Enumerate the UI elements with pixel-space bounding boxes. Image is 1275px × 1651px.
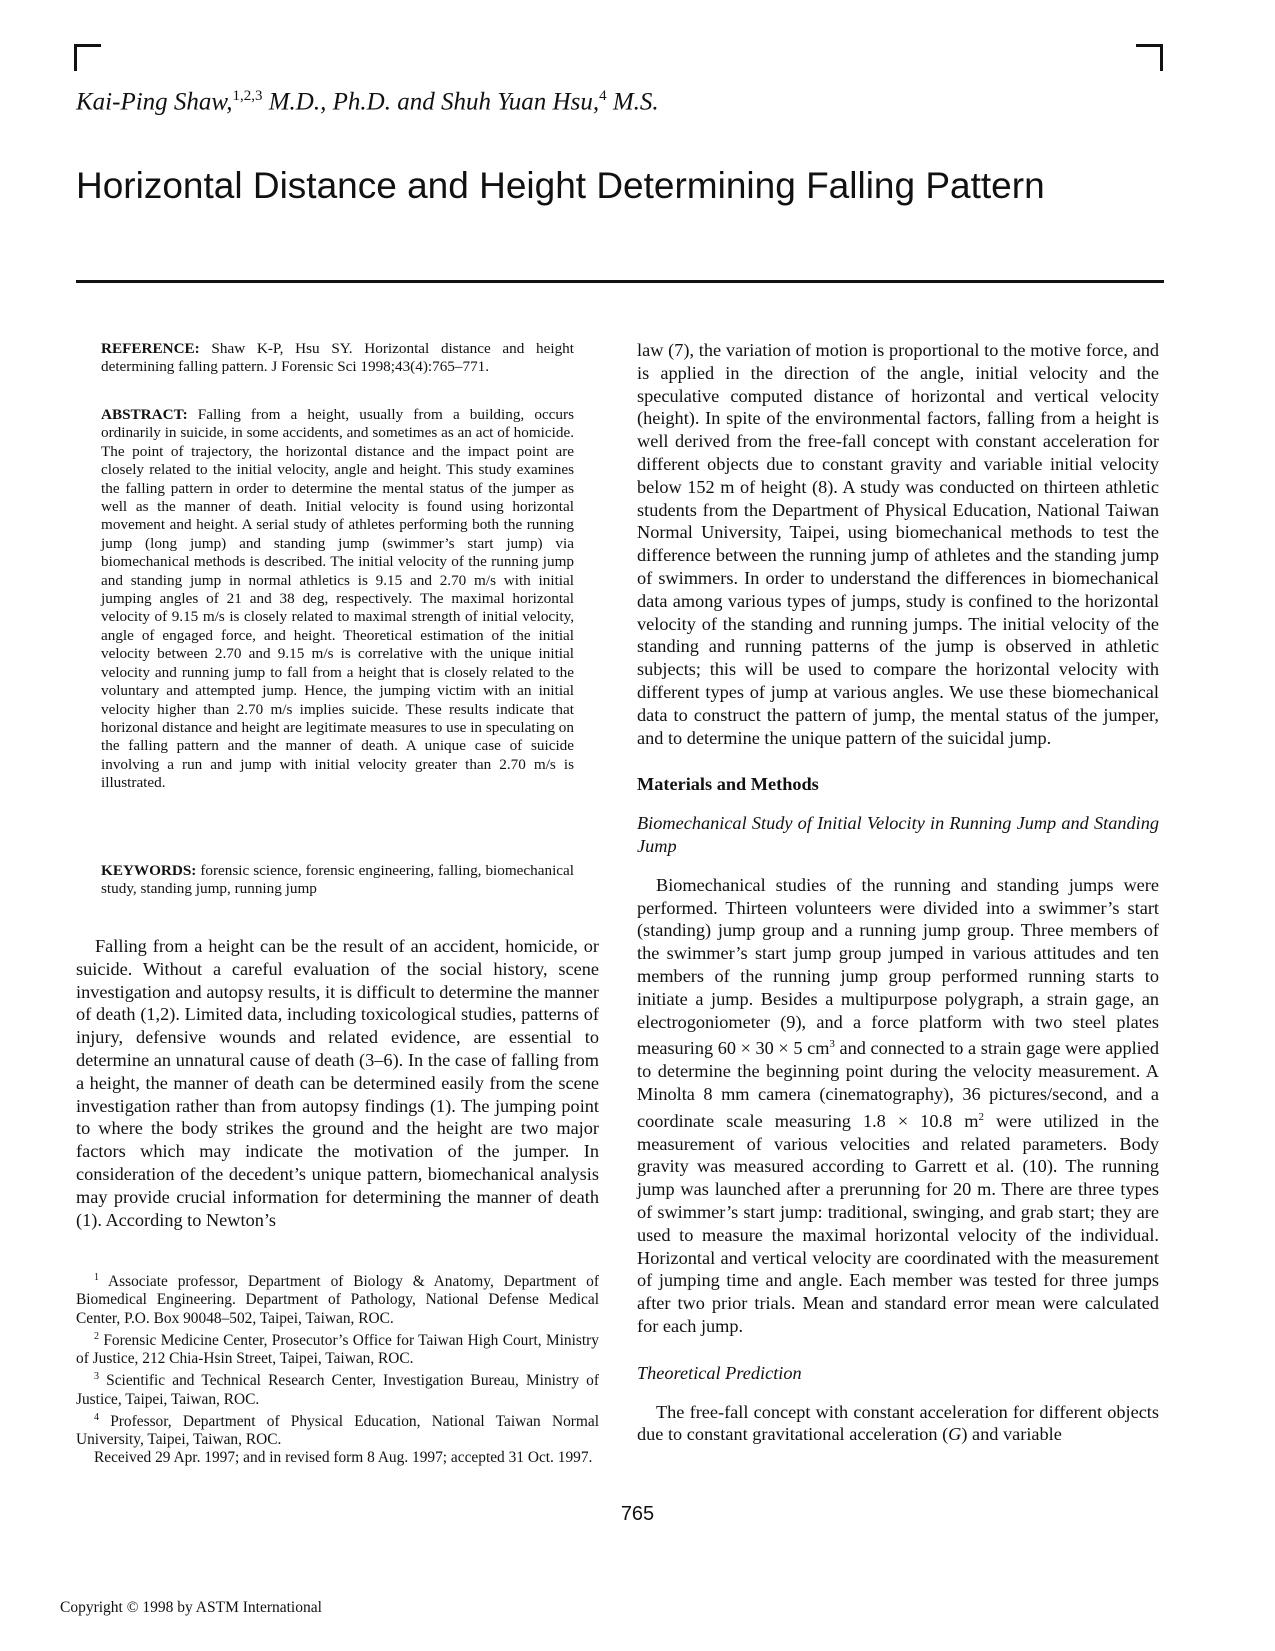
footnote-1-text: Associate professor, Department of Biology & Anatomy, Department of Biomedical Engineering. Department of Pathology, National Defense Medical Center, P.O. Box 90048–502, Taipei, Taiwan, ROC. — [76, 1273, 599, 1327]
author-2-degree: M.S. — [606, 88, 659, 116]
footnote-3-marker: 3 — [94, 1371, 99, 1383]
biomech-text-b: and connected to a strain gage were applied to determine the beginning point during the velocity measurement. A Minolta 8 mm camera (cinematography), 36 pictures/second, and a coordinate scale measuring 1.8 × 10.8 m — [637, 1038, 1160, 1131]
intro-continuation: law (7), the variation of motion is proportional to the motive force, and is applied in the direction of the angle, initial velocity and the speculative computed distance of horizontal and vertical velocity (height). In spite of the environmental factors, falling from a height is well derived from the free-fall concept with constant acceleration for different objects due to constant gravity and variable initial velocity below 152 m of height (8). A study was conducted on thirteen athletic students from the Department of Physical Education, National Taiwan Normal University, Taipei, using biomechanical methods to test the difference between the running jump of athletes and the standing jump of swimmers. In order to understand the differences in biomechanical data among various types of jumps, study is confined to the horizontal velocity of the standing and running jumps. The initial velocity of the standing and running patterns of the jump is observed in athletic subjects; this will be used to compare the horizontal velocity with different types of jump at various angles. We use these biomechanical data to construct the pattern of jump, the mental status of the jumper, and to determine the unique pattern of the suicidal jump. — [637, 340, 1159, 748]
theory-subheading: Theoretical Prediction — [637, 1362, 802, 1383]
author-line — [76, 88, 659, 116]
footnote-2-marker: 2 — [94, 1330, 99, 1342]
paper-title: Horizontal Distance and Height Determining Falling Pattern — [76, 165, 1045, 206]
page-number: 765 — [620, 1503, 655, 1525]
author-1-degree-and-author-2: M.D., Ph.D. and Shuh Yuan Hsu, — [262, 88, 600, 116]
methods-heading: Materials and Methods — [637, 774, 819, 795]
biomech-text-c: were utilized in the measurement of various velocities and related parameters. Body gravity was measured according to Garrett et al. (10). The running jump was launched after a prerunning for 20 m. There are three types of swimmer’s start jump: traditional, swinging, and grab start; they are used to measure the maximal horizontal velocity of the individual. Horizontal and vertical velocity are coordinated with the measurement of jumping time and angle. Each member was tested for three jumps after two prior trials. Mean and standard error mean were calculated for each jump. — [637, 1110, 1159, 1337]
footnote-2-text: Forensic Medicine Center, Prosecutor’s Office for Taiwan High Court, Ministry of Justice, 212 Chia-Hsin Street, Taipei, Taiwan, ROC. — [76, 1331, 599, 1368]
biomech-text-a: Biomechanical studies of the running and standing jumps were performed. Thirteen volunteers were divided into a swimmer’s start (standing) jump group and a running jump group. Three members of the swimmer’s start jump group jumped in various attitudes and ten members of the running jump group performed running starts to initiate a jump. Besides a multipurpose polygraph, a strain gage, an electrogoniometer (9), and a force platform with two steel plates measuring 60 × 30 × 5 cm — [637, 874, 1159, 1059]
abstract-label: ABSTRACT: — [101, 406, 188, 423]
footnote-4-text: Professor, Department of Physical Education, National Taiwan Normal University, Taipei, Taiwan, ROC. — [76, 1412, 599, 1449]
theory-text-b: ) and variable — [961, 1424, 1062, 1445]
theory-text-a: The free-fall concept with constant acceleration for different objects due to constant gravitational acceleration ( — [637, 1401, 1159, 1445]
reference-label: REFERENCE: — [101, 340, 200, 357]
footnote-3-text: Scientific and Technical Research Center, Investigation Bureau, Ministry of Justice, Taipei, Taiwan, ROC. — [76, 1372, 599, 1408]
footnote-1-marker: 1 — [94, 1272, 99, 1283]
title-rule — [76, 280, 1164, 283]
intro-paragraph: Falling from a height can be the result of an accident, homicide, or suicide. Without a careful evaluation of the social history, scene investigation and autopsy results, it is difficult to determine the manner of death (1,2). Limited data, including toxicological studies, patterns of injury, defensive wounds and related evidence, are essential to determine an unnatural cause of death (3–6). In the case of falling from a height, the manner of death can be determined easily from the scene investigation rather than from autopsy findings (1). The jumping point to where the body strikes the ground and the height are two major factors which may indicate the motivation of the jumper. In consideration of the decedent’s unique pattern, biomechanical analysis may provide crucial information for determining the manner of death (1). According to Newton’s — [76, 936, 599, 1230]
right-column — [637, 339, 1159, 1446]
reference-block — [101, 340, 574, 377]
theory-paragraph — [637, 1401, 1159, 1447]
footnote-2 — [76, 1328, 599, 1369]
footnote-1 — [76, 1269, 599, 1328]
biomech-sup-a: 3 — [829, 1038, 835, 1051]
crop-mark-right — [1136, 44, 1163, 71]
abstract-text: Falling from a height, usually from a building, occurs ordinarily in suicide, in some accidents, and sometimes as an act of homicide. The point of trajectory, the horizontal distance and the impact point are closely related to the initial velocity, angle and height. This study examines the falling pattern in order to determine the mental status of the jumper as well as the manner of death. Initial velocity is found using horizontal movement and height. A serial study of athletes performing both the running jump (long jump) and standing jump (swimmer’s start jump) via biomechanical methods is described. The initial velocity of the running jump and standing jump in normal athletics is 9.15 and 2.70 m/s with initial jumping angles of 21 and 38 deg, respectively. The maximal horizontal velocity of 9.15 m/s is closely related to maximal strength of initial velocity, angle of engaged force, and height. Theoretical estimation of the initial velocity between 2.70 and 9.15 m/s is correlative with the unique initial velocity and running jump to fall from a height that is closely related to the voluntary and attempted jump. Hence, the jumping victim with an initial velocity higher than 2.70 m/s implies suicide. These results indicate that horizonal distance and height are legitimate measures to use in speculating on the falling pattern and the manner of death. A unique case of suicide involving a run and jump with initial velocity greater than 2.70 m/s is illustrated. — [101, 406, 574, 792]
footnote-4-marker: 4 — [94, 1411, 99, 1423]
keywords-block — [101, 862, 574, 899]
author-1-name: Kai-Ping Shaw, — [76, 88, 233, 116]
gravity-symbol: G — [948, 1424, 962, 1445]
copyright-notice: Copyright © 1998 by ASTM International — [60, 1599, 322, 1616]
footnotes — [76, 1269, 599, 1468]
biomech-sup-b: 2 — [978, 1110, 984, 1123]
abstract-block — [101, 406, 574, 793]
reference-text: Shaw K-P, Hsu SY. Horizontal distance and height determining falling pattern. J Forensic Sci 1998;43(4):765–771. — [101, 340, 574, 376]
footnote-3 — [76, 1368, 599, 1409]
crop-mark-left — [74, 44, 101, 71]
footnote-4 — [76, 1409, 599, 1450]
author-1-affiliations: 1,2,3 — [232, 88, 263, 104]
author-2-affiliation: 4 — [599, 88, 607, 104]
keywords-label: KEYWORDS: — [101, 862, 197, 879]
biomech-paragraph — [637, 874, 1159, 1338]
biomech-subheading: Biomechanical Study of Initial Velocity in Running Jump and Standing Jump — [637, 813, 1159, 856]
keywords-text: forensic science, forensic engineering, falling, biomechanical study, standing jump, running jump — [101, 862, 574, 898]
received-dates: Received 29 Apr. 1997; and in revised form 8 Aug. 1997; accepted 31 Oct. 1997. — [94, 1449, 593, 1467]
